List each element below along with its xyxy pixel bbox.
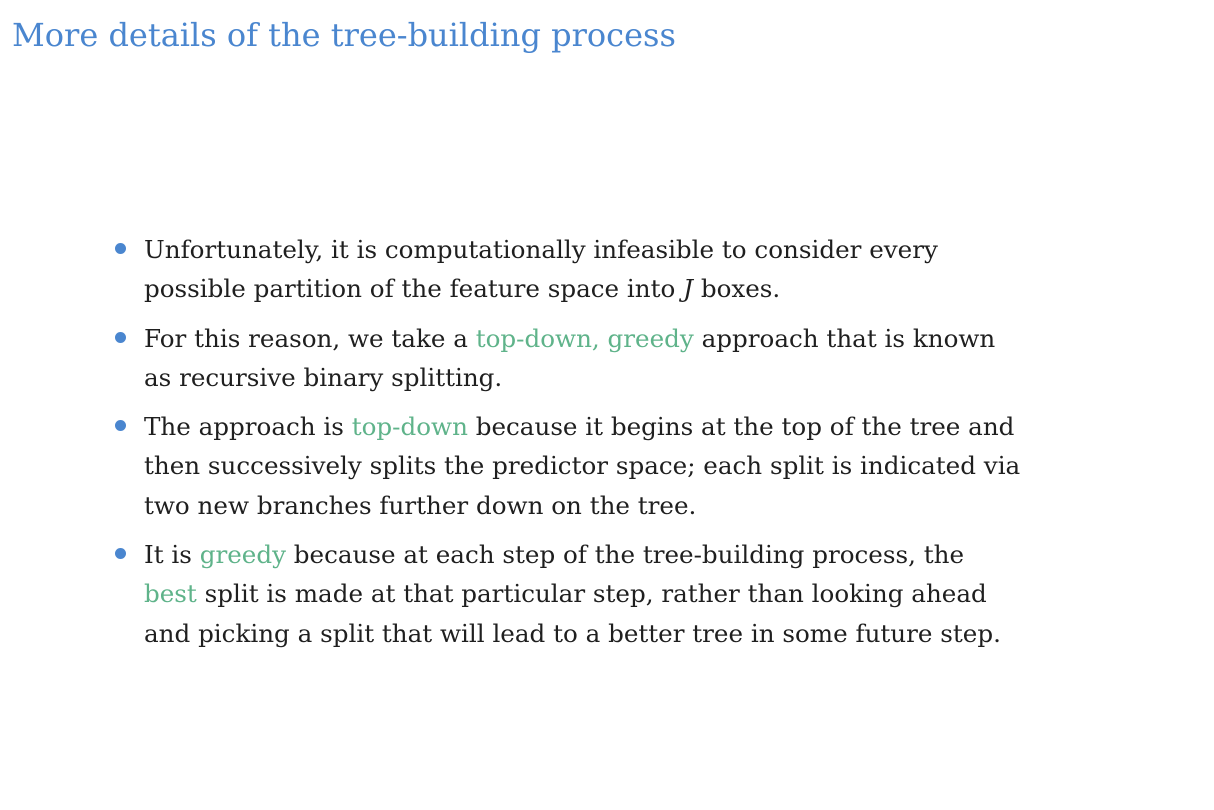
math-variable: J xyxy=(683,274,694,304)
bullet-item xyxy=(113,407,1123,525)
body-text: split is made at that particular step, rather than looking ahead xyxy=(196,579,987,609)
bullet-text-line xyxy=(144,230,1123,269)
bullet-dot-icon xyxy=(115,332,126,343)
slide-title: More details of the tree-building process xyxy=(12,16,676,54)
bullet-item xyxy=(113,535,1123,653)
bullet-text-line xyxy=(144,535,1123,574)
body-text: It is xyxy=(144,540,200,570)
bullet-dot-icon xyxy=(115,243,126,254)
bullet-text-line xyxy=(144,407,1123,446)
bullet-text-line xyxy=(144,574,1123,613)
body-text: The approach is xyxy=(144,412,352,442)
body-text: two new branches further down on the tree. xyxy=(144,490,697,520)
bullet-text-line xyxy=(144,269,1123,308)
body-text: possible partition of the feature space into xyxy=(144,274,684,304)
bullet-item xyxy=(113,319,1123,398)
bullet-text-line xyxy=(144,319,1123,358)
body-text: For this reason, we take a xyxy=(144,323,476,353)
body-text: and picking a split that will lead to a better tree in some future step. xyxy=(144,618,1001,648)
bullet-text-line xyxy=(144,358,1123,397)
body-text: boxes. xyxy=(693,274,781,304)
body-text: Unfortunately, it is computationally infeasible to consider every xyxy=(144,235,938,264)
bullet-text-line xyxy=(144,614,1123,653)
emphasized-term: greedy xyxy=(199,540,286,570)
emphasized-term: best xyxy=(144,579,197,609)
bullet-text-line xyxy=(144,486,1123,525)
bullet-dot-icon xyxy=(115,548,126,559)
bullet-text-line xyxy=(144,446,1123,485)
emphasized-term: top-down xyxy=(351,412,468,442)
emphasized-term: top-down, greedy xyxy=(475,323,694,353)
body-text: approach that is known xyxy=(693,323,996,353)
body-text: because it begins at the top of the tree and xyxy=(467,412,1015,442)
body-text: then successively splits the predictor space; each split is indicated via xyxy=(144,451,1021,481)
bullet-list xyxy=(113,230,1123,663)
bullet-item xyxy=(113,230,1123,309)
body-text: as recursive binary splitting. xyxy=(144,362,503,392)
bullet-dot-icon xyxy=(115,420,126,431)
body-text: because at each step of the tree-building process, the xyxy=(285,540,964,570)
